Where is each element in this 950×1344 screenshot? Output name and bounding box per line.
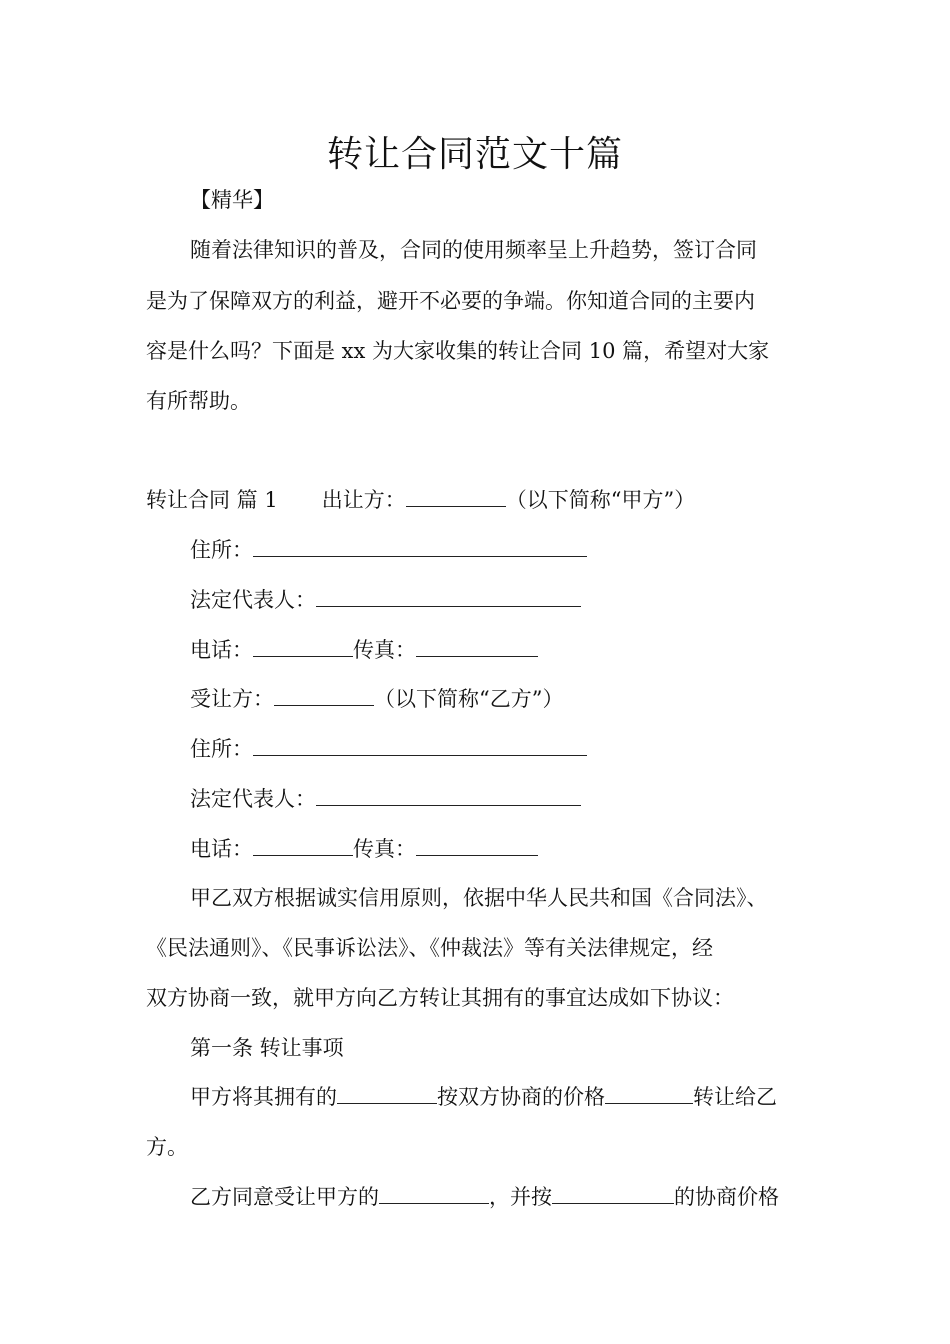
party-b-name-label: 受让方： [190,687,274,711]
party-a-name-blank [406,486,506,507]
tag-label: 【精华】 [190,188,274,212]
basis-line-3: 双方协商一致，就甲方向乙方转让其拥有的事宜达成如下协议： [146,986,734,1010]
party-b-fax-blank [416,835,538,856]
article-1-accept-blank [379,1183,489,1204]
article-1-para-1-part-1: 甲方将其拥有的 [190,1085,337,1109]
party-a-address-blank [253,536,587,557]
article-1-para-2-part-2: ，并按 [489,1185,552,1209]
party-b-address-line [190,735,587,763]
article-1-para-2-part-1: 乙方同意受让甲方的 [190,1185,379,1209]
party-b-rep-blank [316,785,581,806]
party-b-name-line [190,685,563,713]
intro-line-3: 容是什么吗？下面是 xx 为大家收集的转让合同 10 篇，希望对大家 [146,339,770,363]
intro-line-4: 有所帮助。 [146,389,251,413]
article-1-terms-blank [552,1183,674,1204]
party-a-rep-line [190,586,581,614]
party-a-fax-blank [416,636,538,657]
party-b-address-blank [253,735,587,756]
party-a-name-suffix: （以下简称“甲方”） [505,488,696,512]
party-a-name-label: 出让方： [321,488,406,512]
party-a-phone-line [190,636,538,664]
section-header-line [146,486,695,514]
article-1-price-blank [605,1083,693,1104]
article-1-para-1-part-3: 转让给乙 [693,1085,777,1109]
party-b-fax-label: 传真： [353,837,416,861]
party-a-rep-label: 法定代表人： [190,588,316,612]
intro-line-1: 随着法律知识的普及，合同的使用频率呈上升趋势，签订合同 [190,238,757,262]
party-b-rep-label: 法定代表人： [190,787,316,811]
party-a-address-line [190,536,587,564]
article-1-para-1-line-1 [190,1083,777,1111]
party-b-phone-label: 电话： [190,837,253,861]
article-1-item-blank [337,1083,437,1104]
basis-line-1: 甲乙双方根据诚实信用原则，依据中华人民共和国《合同法》、 [190,886,768,910]
party-b-name-blank [274,685,374,706]
section-label: 转让合同 篇 1 [146,488,278,512]
document-title: 转让合同范文十篇 [326,134,623,175]
article-1-para-2-line-1 [190,1183,779,1211]
party-a-rep-blank [316,586,581,607]
article-1-para-1-part-2: 按双方协商的价格 [437,1085,605,1109]
party-b-phone-line [190,835,538,863]
article-1-heading: 第一条 转让事项 [190,1036,344,1060]
article-1-para-1-line-2: 方。 [146,1135,188,1159]
party-a-phone-label: 电话： [190,638,253,662]
party-b-name-suffix: （以下简称“乙方”） [374,687,564,711]
party-a-phone-blank [253,636,353,657]
basis-line-2: 《民法通则》、《民事诉讼法》、《仲裁法》等有关法律规定，经 [146,936,713,960]
party-b-phone-blank [253,835,353,856]
party-b-rep-line [190,785,581,813]
party-a-address-label: 住所： [190,538,253,562]
party-b-address-label: 住所： [190,737,253,761]
party-a-fax-label: 传真： [353,638,416,662]
intro-line-2: 是为了保障双方的利益，避开不必要的争端。你知道合同的主要内 [146,289,755,313]
article-1-para-2-part-3: 的协商价格 [674,1185,779,1209]
